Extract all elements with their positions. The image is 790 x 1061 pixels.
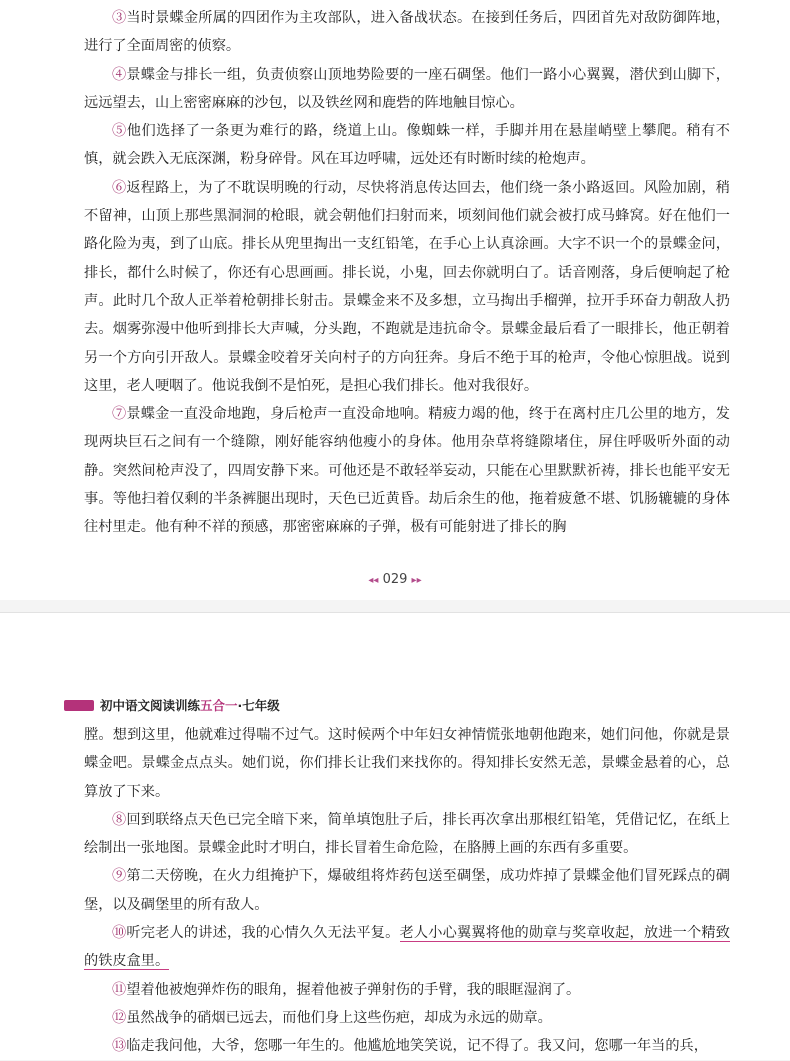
paragraph-12 (84, 1004, 730, 1032)
paragraph-text: 当时景蝶金所属的四团作为主攻部队，进入备战状态。在接到任务后，四团首先对敌防御阵地，进行了全面周密的侦察。 (84, 10, 730, 55)
paragraph-text: 景蝶金与排长一组，负责侦察山顶地势险要的一座石碉堡。他们一路小心翼翼，潜伏到山脚下，远远望去，山上密密麻麻的沙包，以及铁丝网和鹿砦的阵地触目惊心。 (84, 66, 730, 111)
top-text-block (84, 4, 730, 542)
paragraph-number: ⑦ (112, 406, 127, 423)
page-bottom (0, 612, 790, 1060)
paragraph-number: ⑧ (112, 811, 127, 828)
paragraph-10 (84, 919, 730, 976)
right-arrows-icon: ▸▸ (411, 575, 422, 586)
paragraph-number: ⑩ (112, 925, 127, 942)
paragraph-text: 回到联络点天色已完全暗下来，简单填饱肚子后，排长再次拿出那根红铅笔，凭借记忆，在纸上绘制出一张地图。景蝶金此时才明白，排长冒着生命危险，在胳膊上画的东西有多重要。 (84, 811, 730, 857)
paragraph-3 (84, 4, 730, 61)
underlined-sentence: 老人小心翼翼将他的勋章与奖章收起，放进一个精致的铁皮盒里。 (84, 925, 730, 970)
paragraph-5 (84, 117, 730, 174)
paragraph-number: ⑥ (112, 179, 127, 196)
paragraph-number: ⑬ (112, 1038, 127, 1055)
paragraph-13 (84, 1032, 730, 1060)
book-series-highlight: 五合一 (200, 698, 238, 713)
paragraph-text: 景蝶金一直没命地跑，身后枪声一直没命地响。精疲力竭的他，终于在离村庄几公里的地方，发现两块巨石之间有一个缝隙，刚好能容纳他瘦小的身体。他用杂草将缝隙堵住，屏住呼吸听外面的动静。突然间枪声没了，四周安静下来。可他还是不敢轻举妄动，只能在心里默默祈祷，排长也能平安无事。等他扫着仅剩的半条裤腿出现时，天色已近黄昏。劫后余生的他，拖着疲惫不堪、饥肠辘辘的身体往村里走。他有种不祥的预感，那密密麻麻的子弹，极有可能射进了排长的胸 (84, 406, 730, 536)
logo-badge-icon (64, 700, 94, 711)
paragraph-number: ④ (112, 66, 127, 83)
paragraph-4 (84, 61, 730, 118)
paragraph-8 (84, 806, 730, 863)
paragraph-number: ⑨ (112, 868, 127, 885)
paragraph-number: ⑫ (112, 1009, 127, 1026)
paragraph-11 (84, 976, 730, 1004)
book-header (64, 695, 280, 715)
paragraph-text: 虽然战争的硝烟已远去，而他们身上这些伤疤，却成为永远的勋章。 (126, 1009, 552, 1026)
page-number (0, 572, 790, 587)
paragraph-text: 临走我问他，大爷，您哪一年生的。他尴尬地笑笑说，记不得了。我又问，您哪一年当的兵， (126, 1038, 708, 1055)
paragraph-text: 膛。想到这里，他就难过得喘不过气。这时候两个中年妇女神情慌张地朝他跑来，她们问他，你就是景蝶金吧。景蝶金点点头。她们说，你们排长让我们来找你的。得知排长安然无恙，景蝶金悬着的心，总算放了下来。 (84, 727, 730, 800)
paragraph-7 (84, 400, 730, 541)
paragraph-6 (84, 174, 730, 400)
page-number-label: 029 (382, 572, 408, 587)
paragraph-number: ⑤ (112, 123, 127, 140)
bottom-text-block (84, 721, 730, 1061)
book-grade: ·七年级 (237, 698, 280, 713)
book-series-title: 初中语文阅读训练 (100, 698, 201, 713)
paragraph-text: 听完老人的讲述，我的心情久久无法平复。 (126, 925, 400, 942)
paragraph-number: ⑪ (112, 981, 127, 998)
paragraph-text: 第二天傍晚，在火力组掩护下，爆破组将炸药包送至碉堡，成功炸掉了景蝶金他们冒死踩点的碉堡，以及碉堡里的所有敌人。 (84, 868, 730, 913)
paragraph-continuation (84, 721, 730, 806)
paragraph-text: 望着他被炮弹炸伤的眼角，握着他被子弹射伤的手臂，我的眼眶湿润了。 (126, 981, 581, 998)
paragraph-text: 返程路上，为了不耽误明晚的行动，尽快将消息传达回去，他们绕一条小路返回。风险加剧，稍不留神，山顶上那些黑洞洞的枪眼，就会朝他们扫射而来，顷刻间他们就会被打成马蜂窝。好在他们一路化险为夷，到了山底。排长从兜里掏出一支红铅笔，在手心上认真涂画。大字不识一个的景蝶金问，排长，都什么时候了，你还有心思画画。排长说，小鬼，回去你就明白了。话音刚落，身后便响起了枪声。此时几个敌人正举着枪朝排长射击。景蝶金来不及多想，立马掏出手榴弹，拉开手环奋力朝敌人扔去。烟雾弥漫中他听到排长大声喊，分头跑，不跑就是违抗命令。景蝶金最后看了一眼排长，他正朝着另一个方向引开敌人。景蝶金咬着牙关向村子的方向狂奔。身后不绝于耳的枪声，令他心惊胆战。说到这里，老人哽咽了。他说我倒不是怕死，是担心我们排长。他对我很好。 (84, 179, 730, 394)
paragraph-text: 他们选择了一条更为难行的路，绕道上山。像蜘蛛一样，手脚并用在悬崖峭壁上攀爬。稍有不慎，就会跌入无底深渊，粉身碎骨。风在耳边呼啸，远处还有时断时续的枪炮声。 (84, 123, 730, 168)
left-arrows-icon: ◂◂ (368, 575, 379, 586)
paragraph-number: ③ (112, 10, 127, 26)
paragraph-9 (84, 862, 730, 919)
